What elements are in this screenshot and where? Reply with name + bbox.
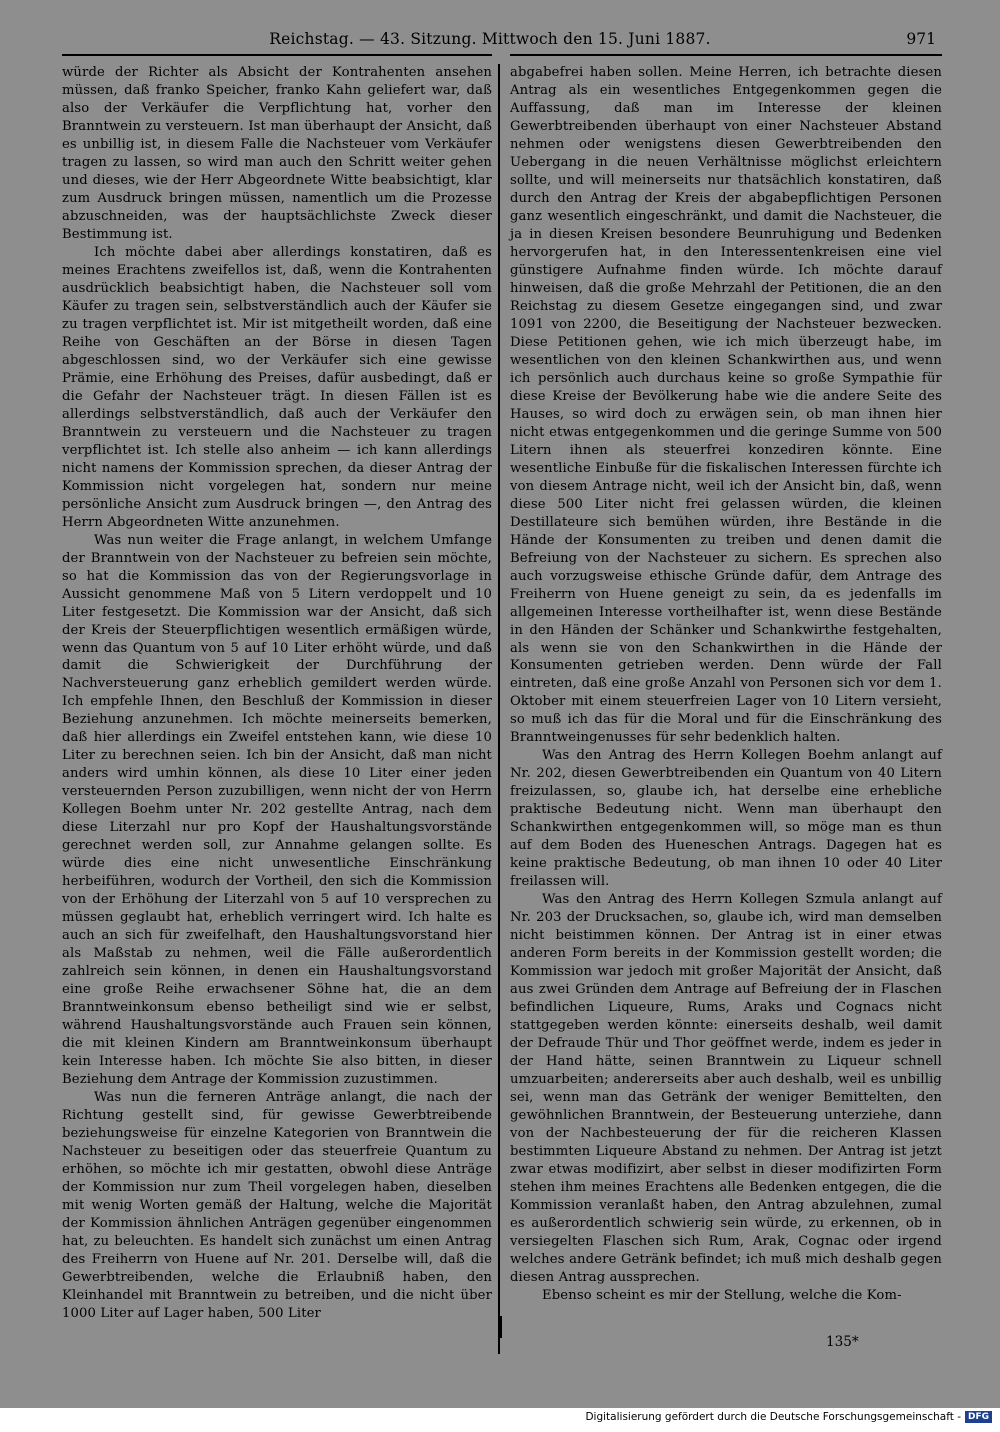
digitization-footer bbox=[585, 1411, 992, 1423]
text-column-right bbox=[510, 64, 942, 1305]
running-header: Reichstag. — 43. Sitzung. Mittwoch den 15. Juni 1887. bbox=[269, 30, 711, 48]
signature-mark: 135* bbox=[826, 1334, 859, 1350]
paragraph: Was nun weiter die Frage anlangt, in welchem Umfange der Branntwein von der Nachsteuer zu befreien sein möchte, so hat die Kommission das von der Regierungsvorlage in Aussicht genommene Maß von 5 Litern verdoppelt und 10 Liter festgesetzt. Die Kommission war der Ansicht, daß sich der Kreis der Steuerpflichtigen wesentlich ermäßigen würde, wenn das Quantum von 5 auf 10 Liter erhöht würde, und daß damit die Schwierigkeit der Durchführung der Nachversteuerung ganz erheblich gemildert werden würde. Ich empfehle Ihnen, den Beschluß der Kommission in dieser Beziehung anzunehmen. Ich möchte meinerseits bemerken, daß hier allerdings ein Zweifel entstehen kann, wie diese 10 Liter zu berechnen seien. Ich bin der Ansicht, daß man nicht anders wird umhin können, als diese 10 Liter einer jeden versteuernden Person zuzubilligen, wenn nicht der von Herrn Kollegen Boehm unter Nr. 202 gestellte Antrag, nach dem diese Literzahl nur pro Kopf der Haushaltungsvorstände gerechnet werden soll, zur Annahme gelangen sollte. Es würde dies eine nicht unwesentliche Einschränkung herbeiführen, wodurch der Vortheil, den sich die Kommission von der Erhöhung der Literzahl von 5 auf 10 versprechen zu müssen geglaubt hat, erheblich verringert wird. Ich halte es auch an sich für zweifelhaft, den Haushaltungsvorstand hier als Maßstab zu nehmen, weil die Fälle außerordentlich zahlreich sein können, in denen ein Haushaltungsvorstand eine große Reihe erwachsener Söhne hat, die an dem Branntweinkonsum ebenso betheiligt sind wie er selbst, während Haushaltungsvorstände auch Frauen sein können, die mit kleinen Kindern am Branntweinkonsum überhaupt kein Interesse haben. Ich möchte Sie also bitten, in dieser Beziehung dem Antrage der Kommission zuzustimmen. bbox=[62, 532, 492, 1088]
footer-text: Digitalisierung gefördert durch die Deutsche Forschungsgemeinschaft - bbox=[585, 1411, 961, 1423]
paragraph: würde der Richter als Absicht der Kontrahenten ansehen müssen, daß franko Speicher, franko Kahn geliefert war, daß also der Verkäufer die Verpflichtung hat, vorher den Branntwein zu versteuern. Ist man überhaupt der Ansicht, daß es unbillig ist, in diesem Falle die Nachsteuer vom Verkäufer tragen zu lassen, so wird man auch den Schritt weiter gehen und dieses, wie der Herr Abgeordnete Witte beabsichtigt, klar zum Ausdruck bringen müssen, namentlich um die Prozesse abzuschneiden, was der hauptsächlichste Zweck dieser Bestimmung ist. bbox=[62, 65, 492, 242]
paragraph: Ebenso scheint es mir der Stellung, welche die Kom- bbox=[542, 1287, 902, 1303]
text-column-left bbox=[62, 64, 492, 1323]
paragraph: Was nun die ferneren Anträge anlangt, die nach der Richtung gestellt sind, für gewisse Gewerbtreibende beziehungsweise für einzelne Kategorien von Branntwein die Nachsteuer zu beseitigen oder das steuerfreie Quantum zu erhöhen, so möchte ich mir gestatten, obwohl diese Anträge der Kommission nur zum Theil vorgelegen haben, dieselben mit wenig Worten gemäß der Haltung, welche die Majorität der Kommission ähnlichen Anträgen gegenüber eingenommen hat, zu beleuchten. Es handelt sich zunächst um einen Antrag des Freiherrn von Huene auf Nr. 201. Derselbe will, daß die Gewerbtreibenden, welche die Erlaubniß haben, den Kleinhandel mit Branntwein zu betreiben, und die nicht über 1000 Liter auf Lager haben, 500 Liter bbox=[62, 1090, 492, 1321]
paragraph: Was den Antrag des Herrn Kollegen Boehm anlangt auf Nr. 202, diesen Gewerbtreibenden ein Quantum von 40 Litern freizulassen, so, glaube ich, hat derselbe eine erhebliche praktische Bedeutung nicht. Wenn man überhaupt den Schankwirthen entgegenkommen will, so möge man es thun auf dem Boden des Hueneschen Antrags. Dagegen hat es keine praktische Bedeutung, ob man ihnen 10 oder 40 Liter freilassen will. bbox=[510, 748, 942, 890]
paragraph: abgabefrei haben sollen. Meine Herren, ich betrachte diesen Antrag als ein wesentliches Entgegenkommen gegen die Auffassung, daß man im Interesse der kleinen Gewerbtreibenden überhaupt von einer Nachsteuer Abstand nehmen oder wenigstens diesen Gewerbtreibenden den Uebergang in die neuen Verhältnisse möglichst erleichtern sollte, und will meinerseits nur thatsächlich konstatiren, daß durch den Antrag der Kreis der abgabepflichtigen Personen ganz wesentlich eingeschränkt, und damit die Nachsteuer, die ja in diesen Kreisen besondere Beunruhigung und Bedenken hervorgerufen hat, in den Interessentenkreisen eine viel günstigere Aufnahme finden würde. Ich möchte darauf hinweisen, daß die große Mehrzahl der Petitionen, die an den Reichstag zu diesem Gesetze eingegangen sind, und zwar 1091 von 2200, die Beseitigung der Nachsteuer bezwecken. Diese Petitionen gehen, wie ich mich überzeugt habe, im wesentlichen von den kleinen Schankwirthen aus, und wenn ich persönlich auch durchaus keine so große Sympathie für diese Kreise der Bevölkerung habe wie die andere Seite des Hauses, so wird doch zu erwägen sein, ob man ihnen hier nicht etwas entgegenkommen und die geringe Summe von 500 Litern ihnen als steuerfrei konzediren könnte. Eine wesentliche Einbuße für die fiskalischen Interessen fürchte ich von diesem Antrage nicht, weil ich der Ansicht bin, daß, wenn diese 500 Liter nicht frei gelassen würden, die kleinen Destillateure sich bemühen würden, ihre Bestände in die Hände der Konsumenten zu treiben und denen damit die Befreiung von der Nachsteuer zu sichern. Es sprechen also auch vorzugsweise ethische Gründe dafür, dem Antrage des Freiherrn von Huene geneigt zu sein, da es jedenfalls im allgemeinen Interesse vortheilhafter ist, wenn diese Bestände in den Händen der Schänker und Schankwirthe festgehalten, als wenn sie von den Schankwirthen in die Hände der Konsumenten getrieben werden. Denn würde der Fall eintreten, daß eine große Anzahl von Personen sich vor dem 1. Oktober mit einem steuerfreien Lager von 10 Litern versieht, so muß ich das für die Moral und für die Einschränkung des Branntweingenusses für sehr bedenklich halten. bbox=[510, 65, 942, 746]
column-divider bbox=[498, 64, 500, 1354]
header-rule-right bbox=[510, 54, 942, 56]
paragraph: Was den Antrag des Herrn Kollegen Szmula anlangt auf Nr. 203 der Drucksachen, so, glaube ich, wird man demselben nicht beistimmen können. Der Antrag ist in einer etwas anderen Form bereits in der Kommission gestellt worden; die Kommission war jedoch mit großer Majorität der Ansicht, daß aus zwei Gründen dem Antrage auf Befreiung der in Flaschen befindlichen Liqueure, Rums, Araks und Cognacs nicht stattgegeben werden könnte: einerseits deshalb, weil damit der Defraude Thür und Thor geöffnet werde, indem es jeder in der Hand hätte, seinen Branntwein zu Liqueur schnell umzuarbeiten; andererseits aber auch deshalb, weil es unbillig sei, wenn man das Getränk der weniger Bemittelten, den gewöhnlichen Branntwein, der Besteuerung unterziehe, dann von der Nachbesteuerung der für die reicheren Klassen bestimmten Liqueure Abstand zu nehmen. Der Antrag ist jetzt zwar etwas modifizirt, aber selbst in dieser modifizirten Form stehen ihm meines Erachtens alle Bedenken entgegen, die die Kommission veranlaßt haben, den Antrag abzulehnen, zumal es außerordentlich schwierig sein würde, zu erkennen, ob in versiegelten Flaschen sich Rum, Arak, Cognac oder irgend welches andere Getränk befindet; ich muß mich deshalb gegen diesen Antrag aussprechen. bbox=[510, 892, 942, 1285]
column-divider-lower bbox=[500, 1316, 502, 1338]
page-number: 971 bbox=[906, 30, 936, 48]
dfg-logo[interactable]: DFG bbox=[965, 1411, 992, 1423]
header-rule-left bbox=[62, 54, 492, 56]
paragraph: Ich möchte dabei aber allerdings konstatiren, daß es meines Erachtens zweifellos ist, daß, wenn die Kontrahenten ausdrücklich beabsichtigt haben, die Nachsteuer soll vom Käufer zu tragen sein, selbstverständlich auch der Käufer sie zu tragen verpflichtet ist. Mir ist mitgetheilt worden, daß eine Reihe von Geschäften an der Börse in diesen Tagen abgeschlossen sind, wo der Verkäufer sich eine gewisse Prämie, eine Erhöhung des Preises, dafür ausbedingt, daß er die Gefahr der Nachsteuer trägt. In diesen Fällen ist es allerdings selbstverständlich, daß auch der Verkäufer den Branntwein zu versteuern und die Nachsteuer zu tragen verpflichtet ist. Ich stelle also anheim — ich kann allerdings nicht namens der Kommission sprechen, da dieser Antrag der Kommission nicht vorgelegen hat, sondern nur meine persönliche Ansicht zum Ausdruck bringen —, den Antrag des Herrn Abgeordneten Witte anzunehmen. bbox=[62, 244, 492, 530]
